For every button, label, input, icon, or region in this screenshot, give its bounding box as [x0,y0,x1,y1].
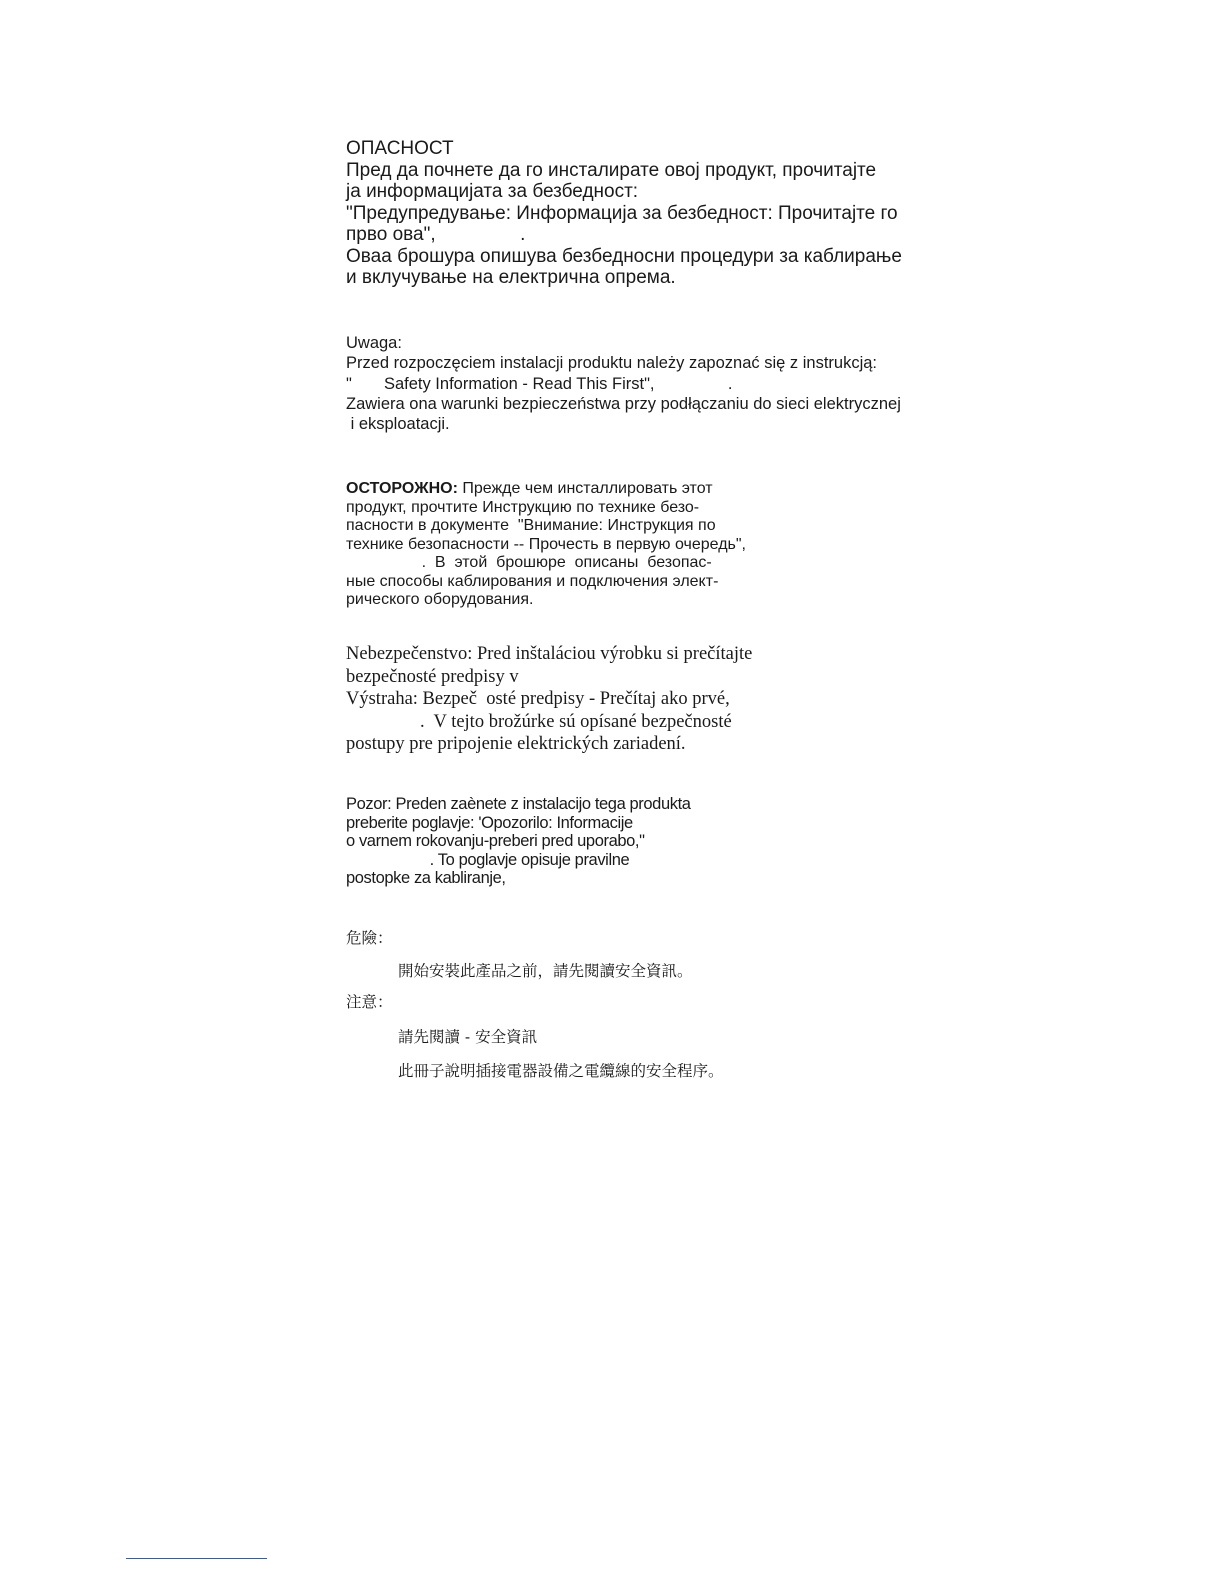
polish-notice [346,333,901,434]
chinese-note-line: 此冊子說明插接電器設備之電纜線的安全程序。 [398,1062,724,1080]
macedonian-heading: ОПАСНОСТ [346,138,454,159]
russian-line: . В этой брошюре описаны безопас- [346,554,712,571]
russian-line: рического оборудования. [346,591,534,608]
polish-line: Przed rozpoczęciem instalacji produktu należy zapoznać się z instrukcją: [346,354,877,373]
russian-line: технике безопасности -- Прочесть в первую очередь", [346,535,746,553]
russian-line: пасности в документе "Внимание: Инструкция по [346,517,716,534]
russian-first-line [346,480,746,499]
chinese-danger-text: 開始安裝此產品之前，請先閱讀安全資訊。 [398,962,693,980]
macedonian-line: Оваа брошура опишува безбедносни процедури за каблирање [346,245,902,267]
slovenian-line: preberite poglavje: 'Opozorilo: Informacije [346,813,633,832]
slovenian-line: o varnem rokovanju-preberi pred uporabo," [346,832,645,851]
slovenian-line: . To poglavje opisuje pravilne [346,850,630,869]
slovenian-notice [346,795,691,888]
russian-heading: ОСТОРОЖНО: [346,480,458,497]
macedonian-line: ја информацијата за безбедност: [346,181,639,202]
slovak-line: Výstraha: Bezpeč osté predpisy - Prečítaj ako prvé, [346,689,730,709]
macedonian-line: и вклучување на електрична опрема. [346,267,676,288]
russian-first-line-text: Прежде чем инсталлировать этот [457,480,713,497]
russian-notice [346,480,746,610]
chinese-note-line: 請先閱讀 - 安全資訊 [398,1028,538,1046]
chinese-danger-label: 危險： [346,929,393,947]
russian-line: ные способы каблирования и подключения элект- [346,572,719,590]
polish-line: Zawiera ona warunki bezpieczeństwa przy podłączaniu do sieci elektrycznej [346,394,901,413]
slovenian-line: Pozor: Preden zaènete z instalacijo tega produkta [346,795,691,813]
slovak-line: bezpečnosté predpisy v [346,666,519,687]
footnote-separator [126,1558,267,1559]
macedonian-line: "Предупредување: Информација за безбедност: Прочитајте го [346,202,898,224]
slovak-notice [346,643,752,756]
russian-line: продукт, прочтите Инструкцию по технике безо- [346,498,700,516]
slovenian-line: postopke za kabliranje, [346,869,506,888]
macedonian-line: прво ова", . [346,224,526,245]
macedonian-line: Пред да почнете да го инсталирате овој продукт, прочитајте [346,159,877,181]
polish-heading: Uwaga: [346,334,402,352]
slovak-line: Nebezpečenstvo: Pred inštaláciou výrobku si prečítajte [346,644,753,664]
polish-line: " Safety Information - Read This First", . [346,374,733,393]
polish-line: i eksploatacji. [346,415,450,434]
macedonian-notice [346,138,902,289]
slovak-line: . V tejto brožúrke sú opísané bezpečnosté [346,711,732,732]
slovak-line: postupy pre pripojenie elektrických zariadení. [346,734,686,754]
chinese-note-label: 注意： [346,993,393,1011]
